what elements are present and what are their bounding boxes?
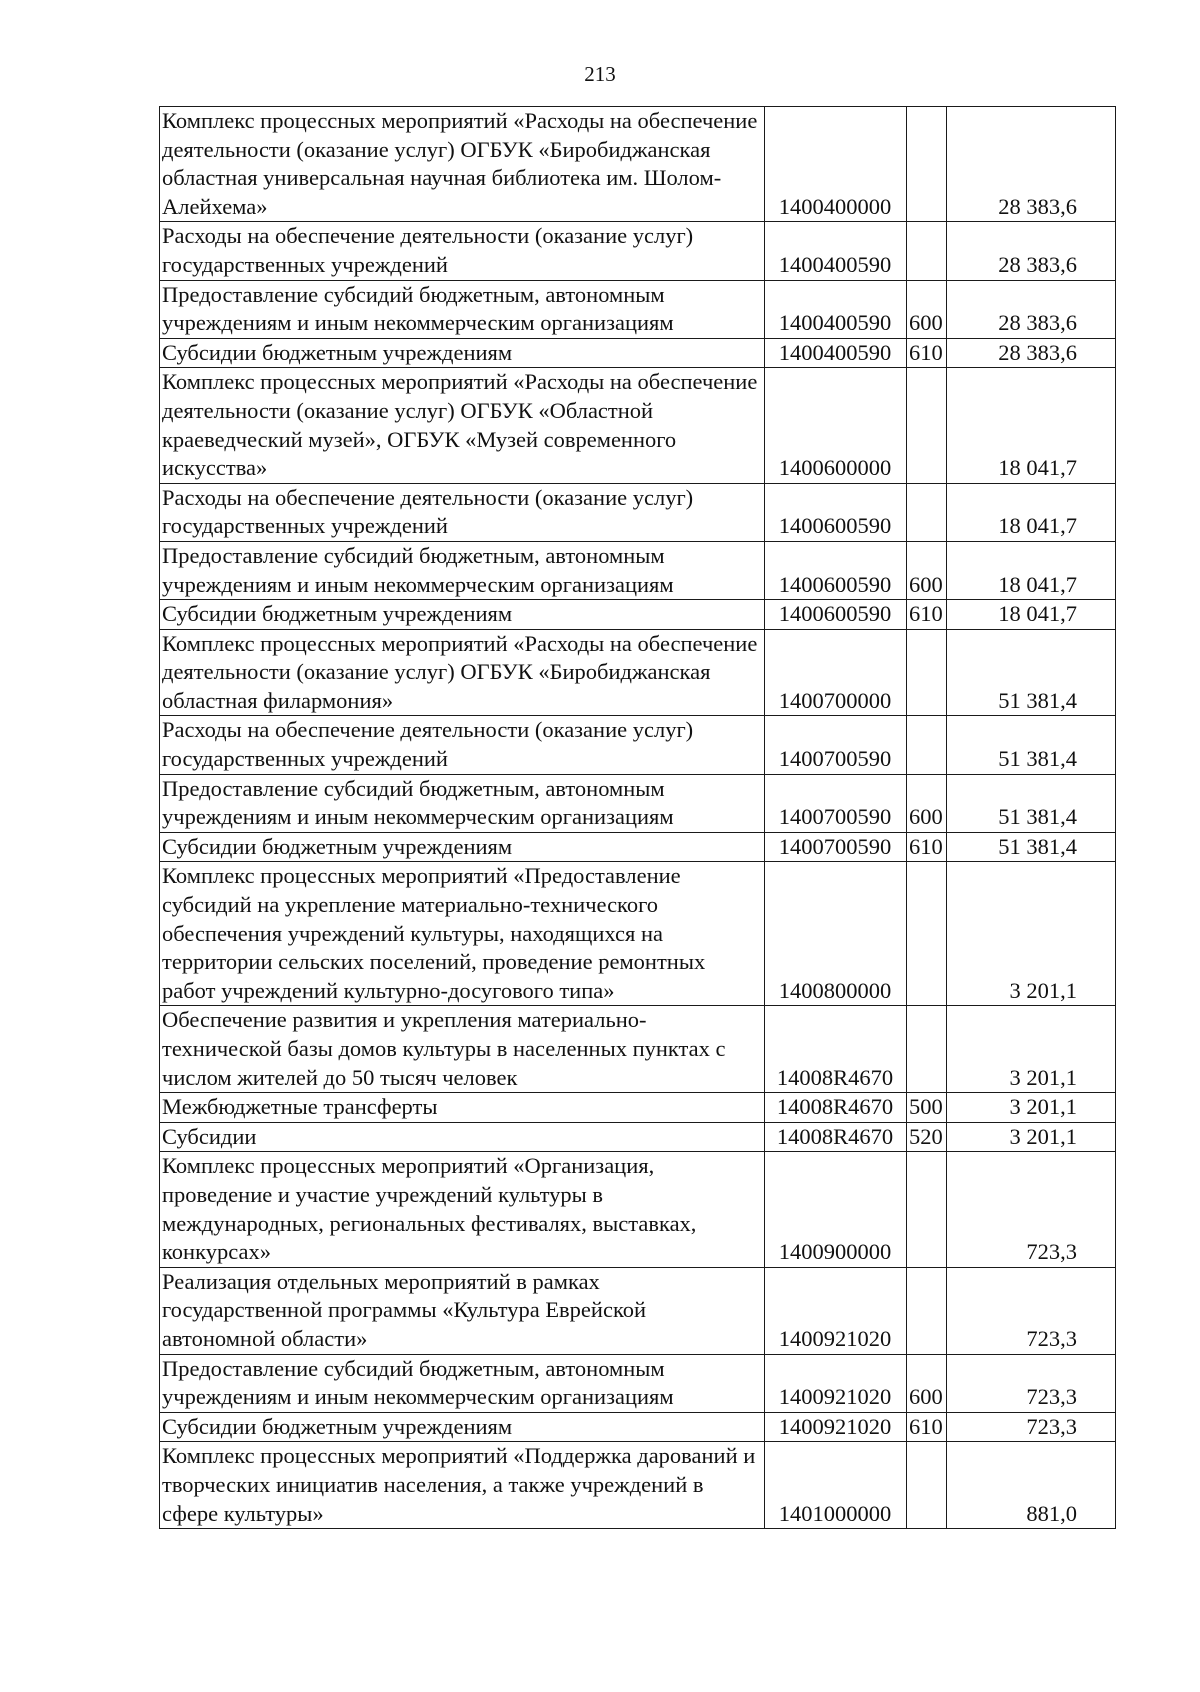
table-row — [160, 629, 1116, 716]
target-code-cell: 1400400590 — [765, 280, 907, 338]
target-code-cell: 1400700590 — [765, 716, 907, 774]
expense-type-cell — [907, 1152, 947, 1267]
table-row — [160, 541, 1116, 599]
target-code-cell: 14008R4670 — [765, 1006, 907, 1093]
expense-name-cell: Субсидии бюджетным учреждениям — [160, 338, 765, 368]
expense-name-cell: Предоставление субсидий бюджетным, автономным учреждениям и иным некоммерческим организациям — [160, 541, 765, 599]
amount-cell: 28 383,6 — [947, 338, 1116, 368]
amount-cell: 18 041,7 — [947, 483, 1116, 541]
expense-name-cell: Комплекс процессных мероприятий «Расходы на обеспечение деятельности (оказание услуг) ОГБУК «Биробиджанская областная филармония» — [160, 629, 765, 716]
target-code-cell: 1400921020 — [765, 1412, 907, 1442]
expense-type-cell — [907, 716, 947, 774]
target-code-cell: 1400600000 — [765, 368, 907, 483]
expense-name-cell: Расходы на обеспечение деятельности (оказание услуг) государственных учреждений — [160, 222, 765, 280]
amount-cell: 881,0 — [947, 1442, 1116, 1529]
expense-type-cell: 610 — [907, 1412, 947, 1442]
target-code-cell: 1400400590 — [765, 338, 907, 368]
target-code-cell: 1400600590 — [765, 541, 907, 599]
expense-type-cell: 520 — [907, 1122, 947, 1152]
amount-cell: 51 381,4 — [947, 774, 1116, 832]
expense-name-cell: Субсидии бюджетным учреждениям — [160, 600, 765, 630]
expense-type-cell: 600 — [907, 280, 947, 338]
table-row — [160, 1122, 1116, 1152]
expense-name-cell: Предоставление субсидий бюджетным, автономным учреждениям и иным некоммерческим организациям — [160, 774, 765, 832]
expense-name-cell: Расходы на обеспечение деятельности (оказание услуг) государственных учреждений — [160, 716, 765, 774]
expense-type-cell: 610 — [907, 832, 947, 862]
expense-type-cell — [907, 368, 947, 483]
expense-name-cell: Обеспечение развития и укрепления материально-технической базы домов культуры в населенных пунктах с числом жителей до 50 тысяч человек — [160, 1006, 765, 1093]
target-code-cell: 1400921020 — [765, 1354, 907, 1412]
amount-cell: 723,3 — [947, 1152, 1116, 1267]
table-row — [160, 368, 1116, 483]
target-code-cell: 1400600590 — [765, 483, 907, 541]
expense-name-cell: Комплекс процессных мероприятий «Организация, проведение и участие учреждений культуры в международных, региональных фестивалях, выставках, конкурсах» — [160, 1152, 765, 1267]
expense-name-cell: Комплекс процессных мероприятий «Поддержка дарований и творческих инициатив населения, а также учреждений в сфере культуры» — [160, 1442, 765, 1529]
table-row — [160, 716, 1116, 774]
expense-name-cell: Субсидии бюджетным учреждениям — [160, 1412, 765, 1442]
table-row — [160, 483, 1116, 541]
amount-cell: 3 201,1 — [947, 1093, 1116, 1123]
amount-cell: 51 381,4 — [947, 832, 1116, 862]
table-row — [160, 1442, 1116, 1529]
expense-type-cell — [907, 107, 947, 222]
target-code-cell: 1400921020 — [765, 1267, 907, 1354]
expense-type-cell: 610 — [907, 338, 947, 368]
table-row — [160, 1267, 1116, 1354]
expense-type-cell — [907, 1442, 947, 1529]
target-code-cell: 14008R4670 — [765, 1122, 907, 1152]
expense-name-cell: Расходы на обеспечение деятельности (оказание услуг) государственных учреждений — [160, 483, 765, 541]
expense-name-cell: Реализация отдельных мероприятий в рамках государственной программы «Культура Еврейской автономной области» — [160, 1267, 765, 1354]
table-row — [160, 338, 1116, 368]
budget-table-body — [160, 107, 1116, 1529]
amount-cell: 18 041,7 — [947, 541, 1116, 599]
target-code-cell: 1401000000 — [765, 1442, 907, 1529]
target-code-cell: 14008R4670 — [765, 1093, 907, 1123]
amount-cell: 18 041,7 — [947, 368, 1116, 483]
table-row — [160, 774, 1116, 832]
expense-name-cell: Межбюджетные трансферты — [160, 1093, 765, 1123]
expense-type-cell — [907, 862, 947, 1006]
table-row — [160, 222, 1116, 280]
expense-name-cell: Предоставление субсидий бюджетным, автономным учреждениям и иным некоммерческим организациям — [160, 1354, 765, 1412]
target-code-cell: 1400900000 — [765, 1152, 907, 1267]
table-row — [160, 1412, 1116, 1442]
amount-cell: 18 041,7 — [947, 600, 1116, 630]
expense-type-cell — [907, 629, 947, 716]
expense-name-cell: Комплекс процессных мероприятий «Предоставление субсидий на укрепление материально-технического обеспечения учреждений культуры, находящихся на территории сельских поселений, проведение ремонтных работ учреждений культурно-досугового типа» — [160, 862, 765, 1006]
expense-type-cell: 500 — [907, 1093, 947, 1123]
target-code-cell: 1400400590 — [765, 222, 907, 280]
amount-cell: 723,3 — [947, 1412, 1116, 1442]
expense-type-cell — [907, 483, 947, 541]
target-code-cell: 1400700590 — [765, 774, 907, 832]
expense-name-cell: Комплекс процессных мероприятий «Расходы на обеспечение деятельности (оказание услуг) ОГБУК «Областной краеведческий музей», ОГБУК «Музей современного искусства» — [160, 368, 765, 483]
target-code-cell: 1400800000 — [765, 862, 907, 1006]
target-code-cell: 1400700590 — [765, 832, 907, 862]
expense-name-cell: Субсидии бюджетным учреждениям — [160, 832, 765, 862]
table-row — [160, 280, 1116, 338]
table-row — [160, 1006, 1116, 1093]
expense-type-cell: 610 — [907, 600, 947, 630]
table-row — [160, 1354, 1116, 1412]
target-code-cell: 1400700000 — [765, 629, 907, 716]
amount-cell: 28 383,6 — [947, 107, 1116, 222]
table-row — [160, 107, 1116, 222]
table-row — [160, 832, 1116, 862]
amount-cell: 723,3 — [947, 1354, 1116, 1412]
target-code-cell: 1400600590 — [765, 600, 907, 630]
table-row — [160, 862, 1116, 1006]
budget-table — [159, 106, 1116, 1529]
page-number: 213 — [584, 62, 616, 86]
expense-type-cell: 600 — [907, 541, 947, 599]
target-code-cell: 1400400000 — [765, 107, 907, 222]
expense-type-cell: 600 — [907, 774, 947, 832]
expense-type-cell — [907, 1267, 947, 1354]
amount-cell: 51 381,4 — [947, 716, 1116, 774]
table-row — [160, 600, 1116, 630]
amount-cell: 3 201,1 — [947, 1122, 1116, 1152]
amount-cell: 3 201,1 — [947, 1006, 1116, 1093]
expense-name-cell: Комплекс процессных мероприятий «Расходы на обеспечение деятельности (оказание услуг) ОГБУК «Биробиджанская областная универсальная научная библиотека им. Шолом-Алейхема» — [160, 107, 765, 222]
amount-cell: 723,3 — [947, 1267, 1116, 1354]
table-row — [160, 1093, 1116, 1123]
expense-name-cell: Предоставление субсидий бюджетным, автономным учреждениям и иным некоммерческим организациям — [160, 280, 765, 338]
table-row — [160, 1152, 1116, 1267]
amount-cell: 28 383,6 — [947, 280, 1116, 338]
expense-name-cell: Субсидии — [160, 1122, 765, 1152]
amount-cell: 51 381,4 — [947, 629, 1116, 716]
amount-cell: 3 201,1 — [947, 862, 1116, 1006]
expense-type-cell — [907, 222, 947, 280]
expense-type-cell — [907, 1006, 947, 1093]
expense-type-cell: 600 — [907, 1354, 947, 1412]
amount-cell: 28 383,6 — [947, 222, 1116, 280]
